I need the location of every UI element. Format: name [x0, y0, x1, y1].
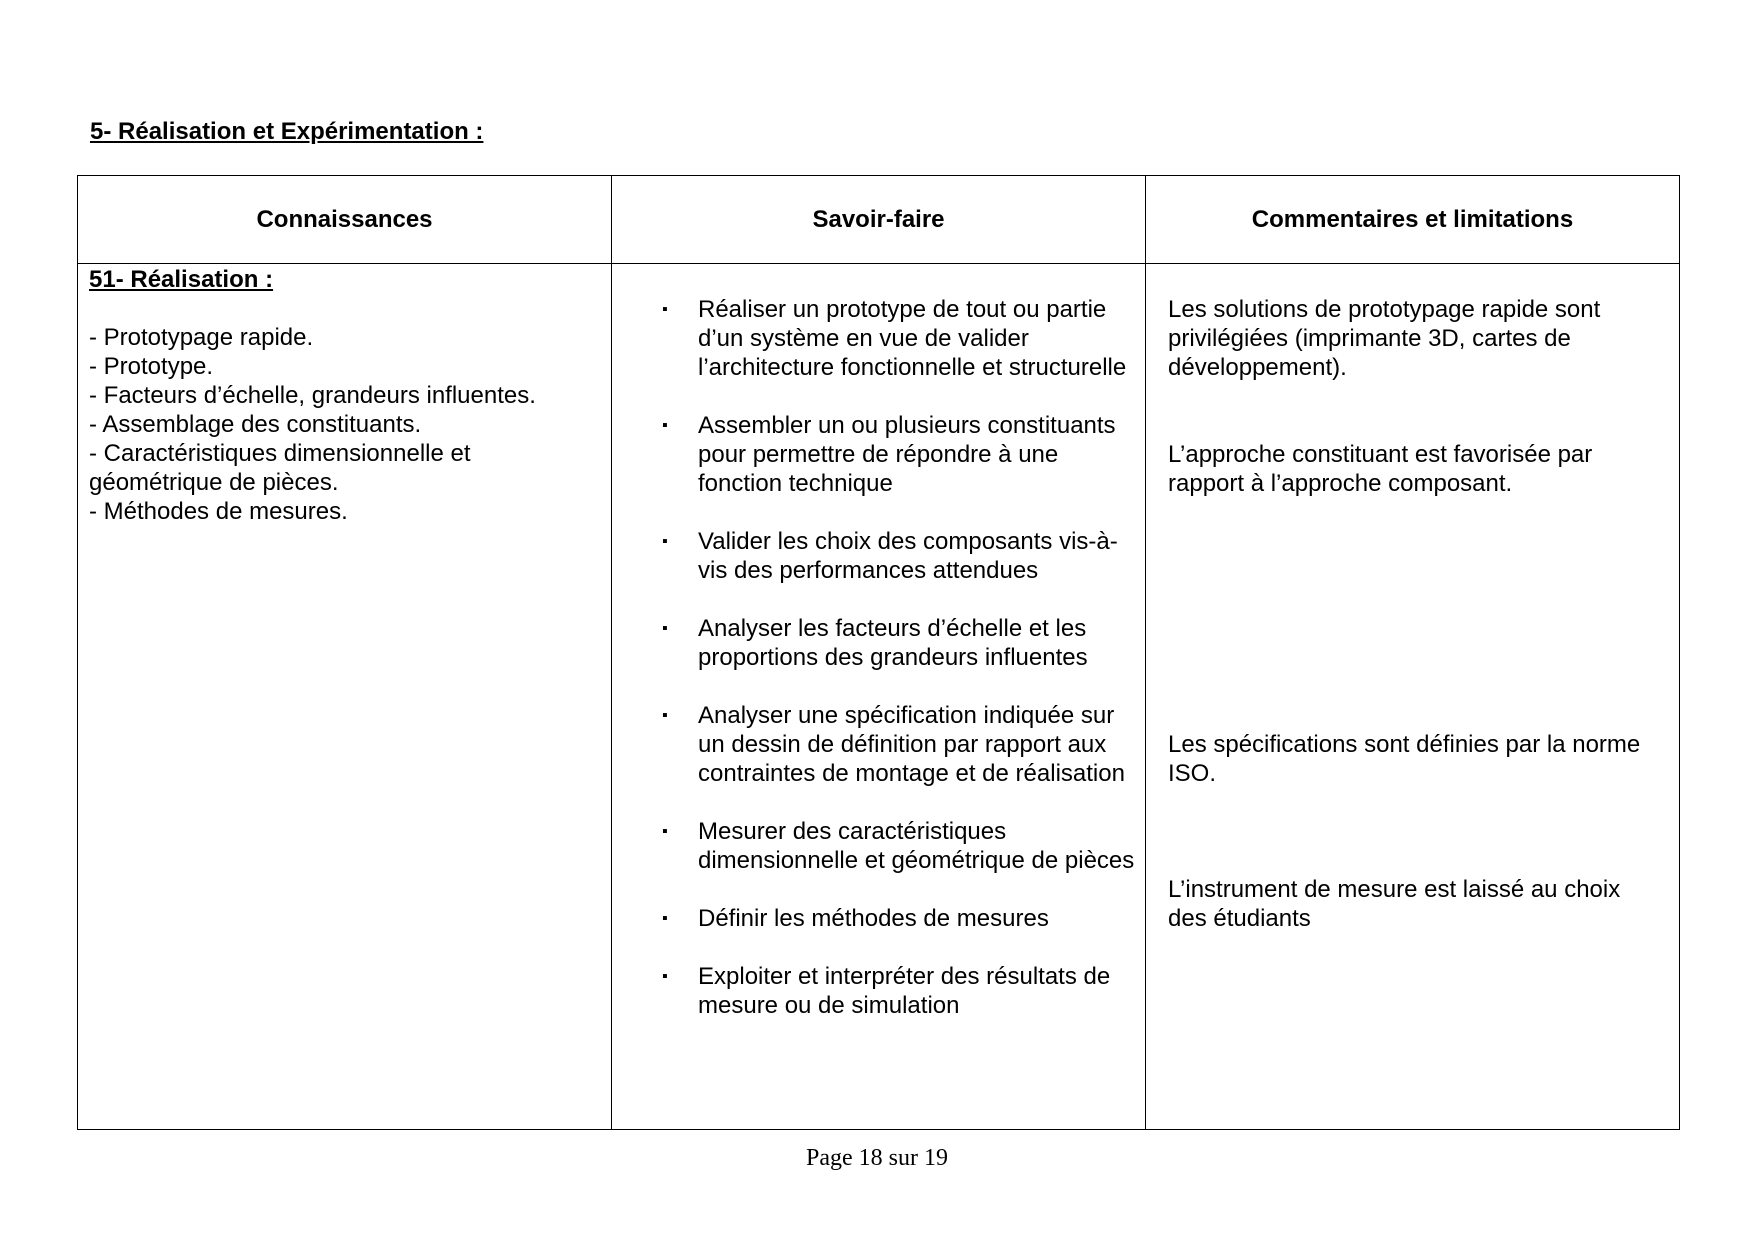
header-skills: Savoir-faire: [612, 176, 1146, 264]
skill-item: [612, 701, 1145, 788]
comment-specifications: Les spécifications sont définies par la norme ISO.: [1168, 731, 1641, 787]
skill-item: [612, 527, 1145, 585]
square-bullet-icon: ▪: [662, 620, 668, 637]
knowledge-title: 51- Réalisation :: [89, 266, 274, 293]
spacer: [612, 672, 1145, 701]
skill-item: [612, 904, 1145, 933]
skill-text: Valider les choix des composants vis-à-vis des performances attendues: [698, 528, 1118, 584]
knowledge-item: - Caractéristiques dimensionnelle et géométrique de pièces.: [89, 440, 471, 496]
square-bullet-icon: ▪: [662, 823, 668, 840]
square-bullet-icon: ▪: [662, 910, 668, 927]
square-bullet-icon: ▪: [662, 707, 668, 724]
comment-prototyping: Les solutions de prototypage rapide sont privilégiées (imprimante 3D, cartes de développement).: [1168, 296, 1601, 381]
skill-item: [612, 411, 1145, 498]
spacer: [612, 788, 1145, 817]
knowledge-item: - Prototype.: [89, 353, 214, 380]
skill-item: [612, 817, 1145, 875]
skill-item: [612, 295, 1145, 382]
skill-text: Réaliser un prototype de tout ou partie d’un système en vue de valider l’architecture fonctionnelle et structurelle: [698, 296, 1127, 381]
spacer: [612, 382, 1145, 411]
skill-item: [612, 614, 1145, 672]
spacer: [612, 498, 1145, 527]
square-bullet-icon: ▪: [662, 968, 668, 985]
skill-text: Analyser une spécification indiquée sur un dessin de définition par rapport aux contraintes de montage et de réalisation: [698, 702, 1125, 787]
skill-text: Assembler un ou plusieurs constituants pour permettre de répondre à une fonction technique: [698, 412, 1116, 497]
header-knowledge: Connaissances: [78, 176, 612, 264]
skill-item: [612, 962, 1145, 1020]
knowledge-cell: [78, 264, 612, 1130]
spacer: [612, 933, 1145, 962]
table-row: [78, 264, 1680, 1130]
spacer: [612, 875, 1145, 904]
square-bullet-icon: ▪: [662, 417, 668, 434]
comment-assembly: L’approche constituant est favorisée par rapport à l’approche composant.: [1168, 441, 1593, 497]
table-header-row: [78, 176, 1680, 264]
knowledge-item: - Assemblage des constituants.: [89, 411, 422, 438]
square-bullet-icon: ▪: [662, 533, 668, 550]
skills-list: [612, 295, 1145, 1020]
page-number: Page 18 sur 19: [806, 1145, 948, 1171]
knowledge-item: - Méthodes de mesures.: [89, 498, 348, 525]
comments-container: [1157, 264, 1669, 1129]
spacer: [612, 585, 1145, 614]
comments-cell: [1146, 264, 1680, 1130]
skills-cell: [612, 264, 1146, 1130]
skill-text: Analyser les facteurs d’échelle et les proportions des grandeurs influentes: [698, 615, 1088, 671]
knowledge-list: [89, 323, 601, 526]
knowledge-item: - Facteurs d’échelle, grandeurs influentes.: [89, 382, 536, 409]
skill-text: Mesurer des caractéristiques dimensionnelle et géométrique de pièces: [698, 818, 1135, 874]
skill-text: Définir les méthodes de mesures: [698, 905, 1049, 932]
knowledge-item: - Prototypage rapide.: [89, 324, 314, 351]
comment-measurement: L’instrument de mesure est laissé au choix des étudiants: [1168, 876, 1621, 932]
competency-table: [77, 175, 1680, 1130]
section-title: 5- Réalisation et Expérimentation :: [90, 118, 484, 145]
header-comments: Commentaires et limitations: [1146, 176, 1680, 264]
skill-text: Exploiter et interpréter des résultats de mesure ou de simulation: [698, 963, 1111, 1019]
square-bullet-icon: ▪: [662, 301, 668, 318]
